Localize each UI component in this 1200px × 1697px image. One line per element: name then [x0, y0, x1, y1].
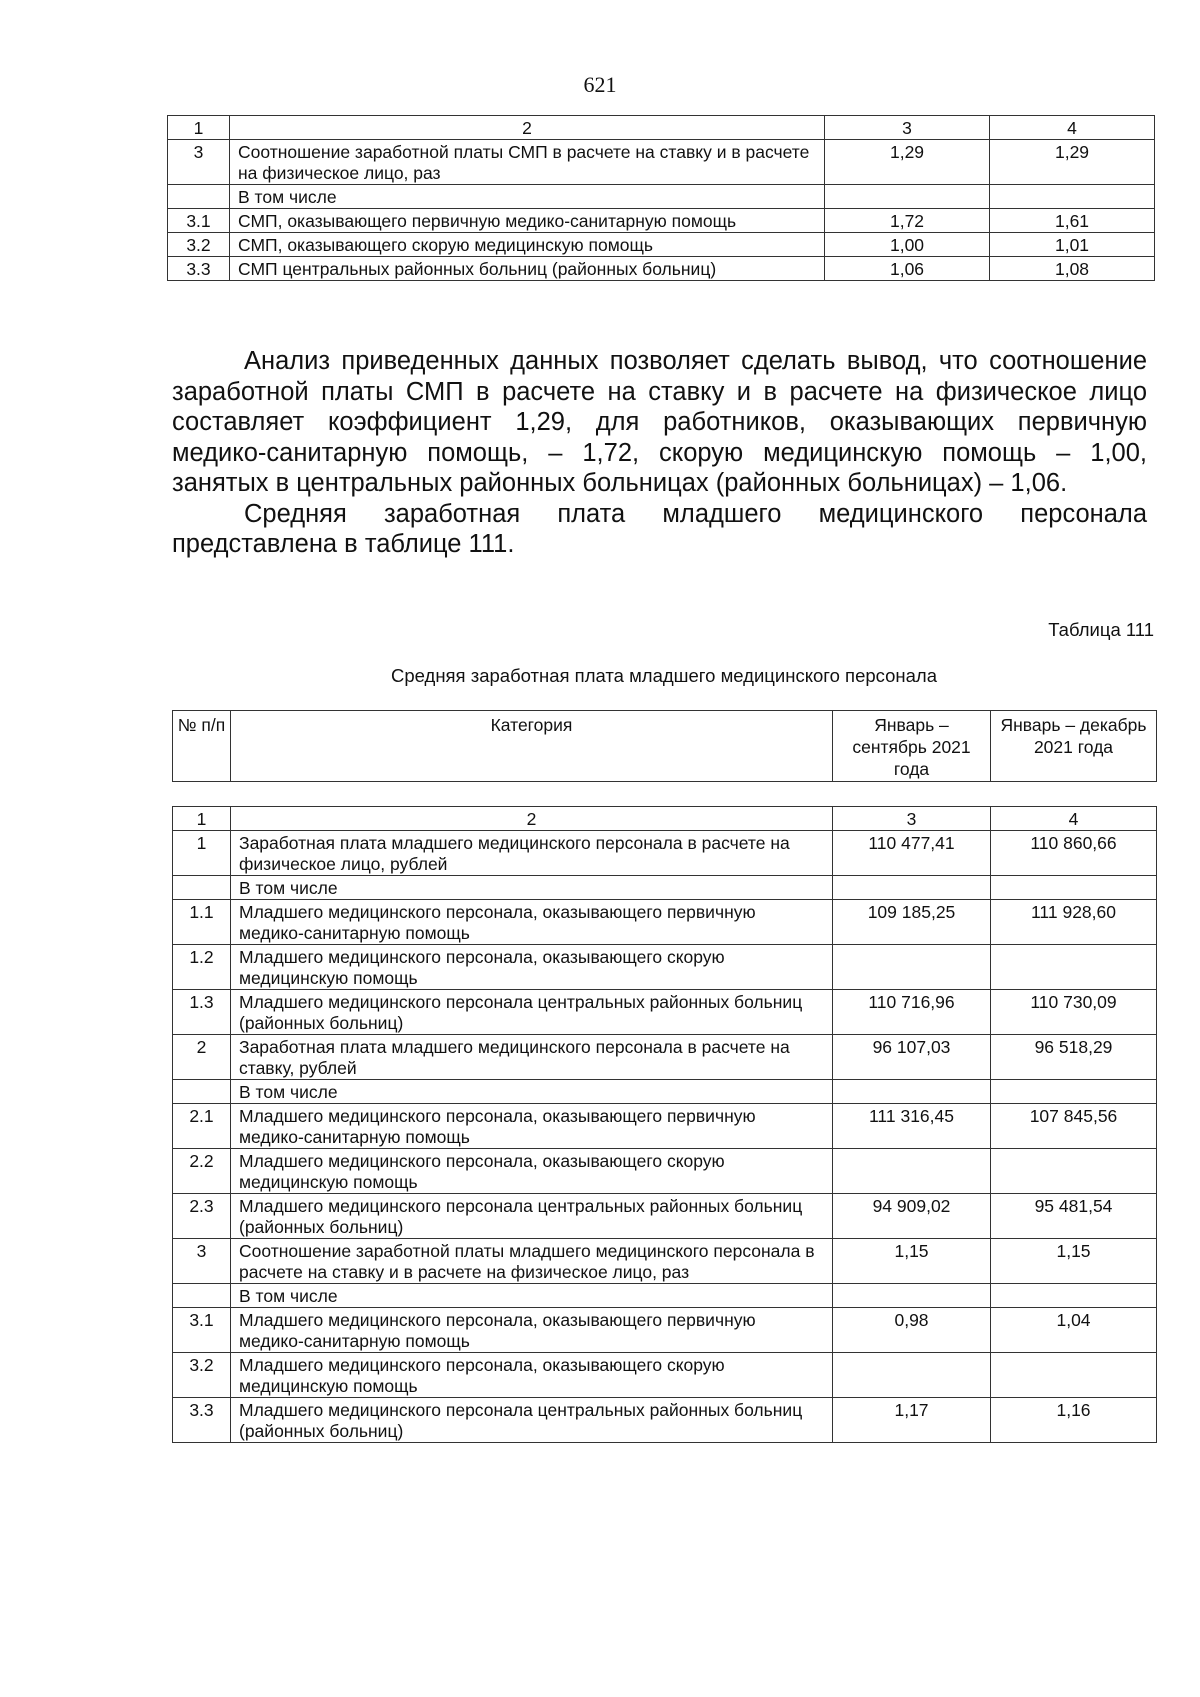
row-category: Младшего медицинского персонала, оказывающего первичную медико-санитарную помощь — [231, 1104, 833, 1149]
row-value-period-2: 1,16 — [991, 1398, 1157, 1443]
row-value-period-2: 1,29 — [990, 140, 1155, 185]
column-number: 2 — [230, 116, 825, 140]
row-number: 2 — [173, 1035, 231, 1080]
row-category: В том числе — [231, 876, 833, 900]
row-category: Младшего медицинского персонала центральных районных больниц (районных больниц) — [231, 990, 833, 1035]
table-111 — [172, 806, 1157, 1443]
table-row — [173, 831, 1157, 876]
row-number: 3.2 — [173, 1353, 231, 1398]
row-value-period-2: 1,61 — [990, 209, 1155, 233]
table-row — [168, 233, 1155, 257]
row-category: СМП, оказывающего первичную медико-санитарную помощь — [230, 209, 825, 233]
row-category: Соотношение заработной платы СМП в расчете на ставку и в расчете на физическое лицо, раз — [230, 140, 825, 185]
row-value-period-1 — [833, 876, 991, 900]
table-label: Таблица 111 — [1048, 619, 1154, 640]
row-value-period-2: 111 928,60 — [991, 900, 1157, 945]
row-value-period-1: 0,98 — [833, 1308, 991, 1353]
row-number: 3 — [168, 140, 230, 185]
row-number: 2.1 — [173, 1104, 231, 1149]
row-value-period-1 — [833, 1149, 991, 1194]
row-number: 3.3 — [168, 257, 230, 281]
row-value-period-1: 94 909,02 — [833, 1194, 991, 1239]
row-value-period-2: 1,15 — [991, 1239, 1157, 1284]
table-row — [173, 1080, 1157, 1104]
row-value-period-1: 1,15 — [833, 1239, 991, 1284]
analysis-paragraph: Анализ приведенных данных позволяет сделать вывод, что соотношение заработной платы СМП в расчете на ставку и в расчете на физическое лицо составляет коэффициент 1,29, для работников, оказывающих первичную медико-санитарную помощь, – 1,72, скорую медицинскую помощь – 1,00, занятых в центральных районных больницах (районных больницах) – 1,06. — [172, 347, 1147, 497]
table-column-number-row — [168, 116, 1155, 140]
table-column-number-row — [173, 807, 1157, 831]
column-number: 1 — [168, 116, 230, 140]
row-value-period-1: 96 107,03 — [833, 1035, 991, 1080]
row-category: Заработная плата младшего медицинского персонала в расчете на физическое лицо, рублей — [231, 831, 833, 876]
row-value-period-2 — [991, 1149, 1157, 1194]
row-number: 2.2 — [173, 1149, 231, 1194]
row-value-period-2: 95 481,54 — [991, 1194, 1157, 1239]
table-row — [168, 140, 1155, 185]
row-number: 1.1 — [173, 900, 231, 945]
row-number: 3.2 — [168, 233, 230, 257]
row-category: Младшего медицинского персонала центральных районных больниц (районных больниц) — [231, 1398, 833, 1443]
table-111-header — [172, 710, 1157, 782]
row-value-period-1 — [833, 1080, 991, 1104]
row-number: 3 — [173, 1239, 231, 1284]
row-value-period-2: 110 860,66 — [991, 831, 1157, 876]
table-row — [173, 1308, 1157, 1353]
row-value-period-2 — [991, 876, 1157, 900]
table-caption: Средняя заработная плата младшего медицинского персонала — [391, 665, 937, 686]
row-value-period-2 — [991, 945, 1157, 990]
table-row — [173, 990, 1157, 1035]
page-number: 621 — [583, 72, 617, 97]
row-number: 3.1 — [173, 1308, 231, 1353]
row-value-period-2: 1,08 — [990, 257, 1155, 281]
row-category: Соотношение заработной платы младшего медицинского персонала в расчете на ставку и в расчете на физическое лицо, раз — [231, 1239, 833, 1284]
row-number: 3.3 — [173, 1398, 231, 1443]
analysis-text — [172, 346, 1147, 560]
row-category: Младшего медицинского персонала, оказывающего скорую медицинскую помощь — [231, 945, 833, 990]
column-number: 4 — [991, 807, 1157, 831]
row-category: СМП, оказывающего скорую медицинскую помощь — [230, 233, 825, 257]
row-value-period-1: 111 316,45 — [833, 1104, 991, 1149]
table-row — [173, 945, 1157, 990]
table-row — [173, 1035, 1157, 1080]
table-row — [173, 900, 1157, 945]
header-col3: Январь – сентябрь 2021 года — [833, 711, 991, 782]
row-category: В том числе — [230, 185, 825, 209]
row-category: Младшего медицинского персонала, оказывающего скорую медицинскую помощь — [231, 1353, 833, 1398]
row-value-period-1 — [833, 1284, 991, 1308]
row-value-period-1 — [825, 185, 990, 209]
row-category: Младшего медицинского персонала, оказывающего первичную медико-санитарную помощь — [231, 1308, 833, 1353]
column-number: 4 — [990, 116, 1155, 140]
row-category: Младшего медицинского персонала, оказывающего первичную медико-санитарную помощь — [231, 900, 833, 945]
row-value-period-2: 107 845,56 — [991, 1104, 1157, 1149]
row-category: В том числе — [231, 1080, 833, 1104]
row-number: 1.3 — [173, 990, 231, 1035]
row-value-period-2 — [991, 1080, 1157, 1104]
row-value-period-1 — [833, 945, 991, 990]
table-row — [173, 1239, 1157, 1284]
row-value-period-1: 1,29 — [825, 140, 990, 185]
column-number: 2 — [231, 807, 833, 831]
row-value-period-1: 1,06 — [825, 257, 990, 281]
table-row — [173, 1104, 1157, 1149]
row-category: Младшего медицинского персонала, оказывающего скорую медицинскую помощь — [231, 1149, 833, 1194]
table-header-row — [173, 711, 1157, 782]
row-number — [168, 185, 230, 209]
table-row — [173, 876, 1157, 900]
row-value-period-2 — [991, 1353, 1157, 1398]
table-row — [173, 1398, 1157, 1443]
table-row — [168, 185, 1155, 209]
row-category: СМП центральных районных больниц (районных больниц) — [230, 257, 825, 281]
row-number — [173, 1284, 231, 1308]
row-number: 3.1 — [168, 209, 230, 233]
table-row — [173, 1353, 1157, 1398]
row-value-period-1: 110 477,41 — [833, 831, 991, 876]
header-category: Категория — [231, 711, 833, 782]
row-category: В том числе — [231, 1284, 833, 1308]
row-value-period-2: 96 518,29 — [991, 1035, 1157, 1080]
table-row — [173, 1149, 1157, 1194]
row-value-period-2 — [990, 185, 1155, 209]
table-row — [173, 1194, 1157, 1239]
column-number: 3 — [833, 807, 991, 831]
row-value-period-1: 1,00 — [825, 233, 990, 257]
table-row — [173, 1284, 1157, 1308]
row-number: 1.2 — [173, 945, 231, 990]
table-row — [168, 209, 1155, 233]
row-category: Младшего медицинского персонала центральных районных больниц (районных больниц) — [231, 1194, 833, 1239]
header-col4: Январь – декабрь 2021 года — [991, 711, 1157, 782]
row-value-period-2 — [991, 1284, 1157, 1308]
table-row — [168, 257, 1155, 281]
row-value-period-1: 1,17 — [833, 1398, 991, 1443]
row-number — [173, 1080, 231, 1104]
column-number: 3 — [825, 116, 990, 140]
analysis-paragraph: Средняя заработная плата младшего медицинского персонала представлена в таблице 111. — [172, 499, 1147, 558]
column-number: 1 — [173, 807, 231, 831]
header-num: № п/п — [173, 711, 231, 782]
row-number — [173, 876, 231, 900]
row-number: 1 — [173, 831, 231, 876]
row-value-period-1 — [833, 1353, 991, 1398]
row-category: Заработная плата младшего медицинского персонала в расчете на ставку, рублей — [231, 1035, 833, 1080]
row-value-period-2: 1,01 — [990, 233, 1155, 257]
row-value-period-2: 110 730,09 — [991, 990, 1157, 1035]
row-value-period-1: 109 185,25 — [833, 900, 991, 945]
row-number: 2.3 — [173, 1194, 231, 1239]
row-value-period-2: 1,04 — [991, 1308, 1157, 1353]
row-value-period-1: 1,72 — [825, 209, 990, 233]
row-value-period-1: 110 716,96 — [833, 990, 991, 1035]
continued-table — [167, 115, 1155, 281]
